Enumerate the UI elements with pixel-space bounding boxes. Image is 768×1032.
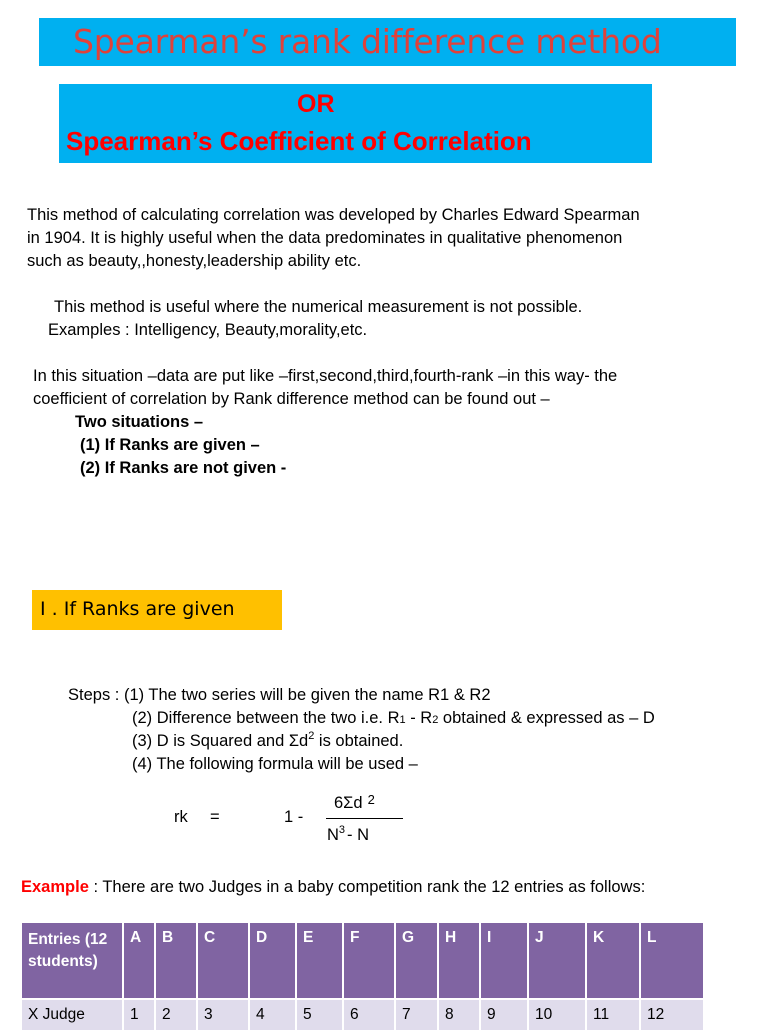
formula-lhs: rk bbox=[174, 808, 188, 826]
table-header-cell: I bbox=[480, 922, 528, 999]
table-cell: X Judge bbox=[21, 999, 123, 1031]
table-header-cell: H bbox=[438, 922, 480, 999]
table-header-cell: D bbox=[249, 922, 296, 999]
situation-line-2: coefficient of correlation by Rank difference method can be found out – bbox=[33, 390, 550, 408]
table-cell: 6 bbox=[343, 999, 395, 1031]
table-row bbox=[21, 999, 704, 1031]
step-2-sub-2: 2 bbox=[432, 714, 439, 726]
table-header-cell: K bbox=[586, 922, 640, 999]
situation-case-1: (1) If Ranks are given – bbox=[80, 436, 260, 454]
table-header-cell: L bbox=[640, 922, 704, 999]
table-header-cell: E bbox=[296, 922, 343, 999]
title-banner bbox=[39, 18, 736, 66]
subtitle-name: Spearman’s Coefficient of Correlation bbox=[66, 126, 532, 156]
usage-line-2: Examples : Intelligency, Beauty,morality,etc. bbox=[48, 321, 368, 339]
table-cell: 11 bbox=[586, 999, 640, 1031]
step-2-sub-1: 1 bbox=[399, 714, 406, 726]
formula-numerator bbox=[334, 792, 375, 815]
two-situations-heading: Two situations – bbox=[75, 413, 204, 431]
situation-case-2: (2) If Ranks are not given - bbox=[80, 459, 287, 477]
page-title: Spearman’s rank difference method bbox=[73, 22, 662, 61]
table-header-cell: J bbox=[528, 922, 586, 999]
table-cell: 3 bbox=[197, 999, 249, 1031]
step-2-end: obtained & expressed as – D bbox=[438, 709, 655, 727]
example-label: Example bbox=[21, 878, 89, 896]
step-2-text: (2) Difference between the two i.e. R bbox=[132, 709, 400, 727]
intro-paragraph bbox=[27, 204, 640, 273]
steps-prefix: Steps : bbox=[68, 686, 120, 704]
table-cell: 9 bbox=[480, 999, 528, 1031]
situation-paragraph bbox=[33, 365, 617, 411]
table-header-cell: B bbox=[155, 922, 197, 999]
usage-line-1: This method is useful where the numerical measurement is not possible. bbox=[54, 298, 583, 316]
table-header-cell: C bbox=[197, 922, 249, 999]
table-header-cell: Entries (12 students) bbox=[21, 922, 123, 999]
intro-line-2: in 1904. It is highly useful when the data predominates in qualitative phenomenon bbox=[27, 229, 623, 247]
table-cell: 1 bbox=[123, 999, 155, 1031]
table-header-cell: A bbox=[123, 922, 155, 999]
step-3-text: (3) D is Squared and Σd bbox=[132, 732, 309, 750]
denominator-rest: - N bbox=[347, 826, 370, 844]
example-text: : There are two Judges in a baby competition rank the 12 entries as follows: bbox=[88, 878, 646, 896]
example-line bbox=[21, 876, 645, 899]
step-2 bbox=[132, 707, 655, 732]
table-cell: 7 bbox=[395, 999, 438, 1031]
step-1: (1) The two series will be given the name R1 & R2 bbox=[123, 686, 491, 704]
section-heading: I . If Ranks are given bbox=[40, 598, 235, 620]
intro-line-3: such as beauty,,honesty,leadership ability etc. bbox=[27, 252, 362, 270]
table-cell: 12 bbox=[640, 999, 704, 1031]
subtitle-or: OR bbox=[297, 90, 335, 118]
step-3-end: is obtained. bbox=[314, 732, 404, 750]
step-3-sup: 2 bbox=[308, 730, 315, 742]
section-heading-box bbox=[32, 590, 282, 630]
table-cell: 8 bbox=[438, 999, 480, 1031]
situation-line-1: In this situation –data are put like –first,second,third,fourth-rank –in this way- the bbox=[33, 367, 618, 385]
denominator-sup: 3 bbox=[338, 824, 346, 836]
numerator-text: 6Σd bbox=[334, 794, 363, 812]
subtitle-banner bbox=[59, 84, 652, 163]
table-header-row bbox=[21, 922, 704, 999]
table-header-cell: G bbox=[395, 922, 438, 999]
ranks-table bbox=[20, 921, 705, 1032]
fraction-line bbox=[326, 818, 403, 819]
table-cell: 10 bbox=[528, 999, 586, 1031]
table-cell: 5 bbox=[296, 999, 343, 1031]
step-2-mid: - R bbox=[405, 709, 433, 727]
step-4: (4) The following formula will be used – bbox=[132, 755, 418, 773]
intro-line-1: This method of calculating correlation was developed by Charles Edward Spearman bbox=[27, 206, 640, 224]
numerator-sup: 2 bbox=[367, 792, 375, 807]
formula-one-minus: 1 - bbox=[284, 808, 304, 826]
formula-equals: = bbox=[210, 808, 220, 826]
step-3 bbox=[132, 730, 403, 755]
table-header-cell: F bbox=[343, 922, 395, 999]
steps-line-1 bbox=[68, 684, 491, 707]
formula-denominator bbox=[327, 824, 369, 849]
denominator-n: N bbox=[327, 826, 339, 844]
table-cell: 4 bbox=[249, 999, 296, 1031]
table-cell: 2 bbox=[155, 999, 197, 1031]
